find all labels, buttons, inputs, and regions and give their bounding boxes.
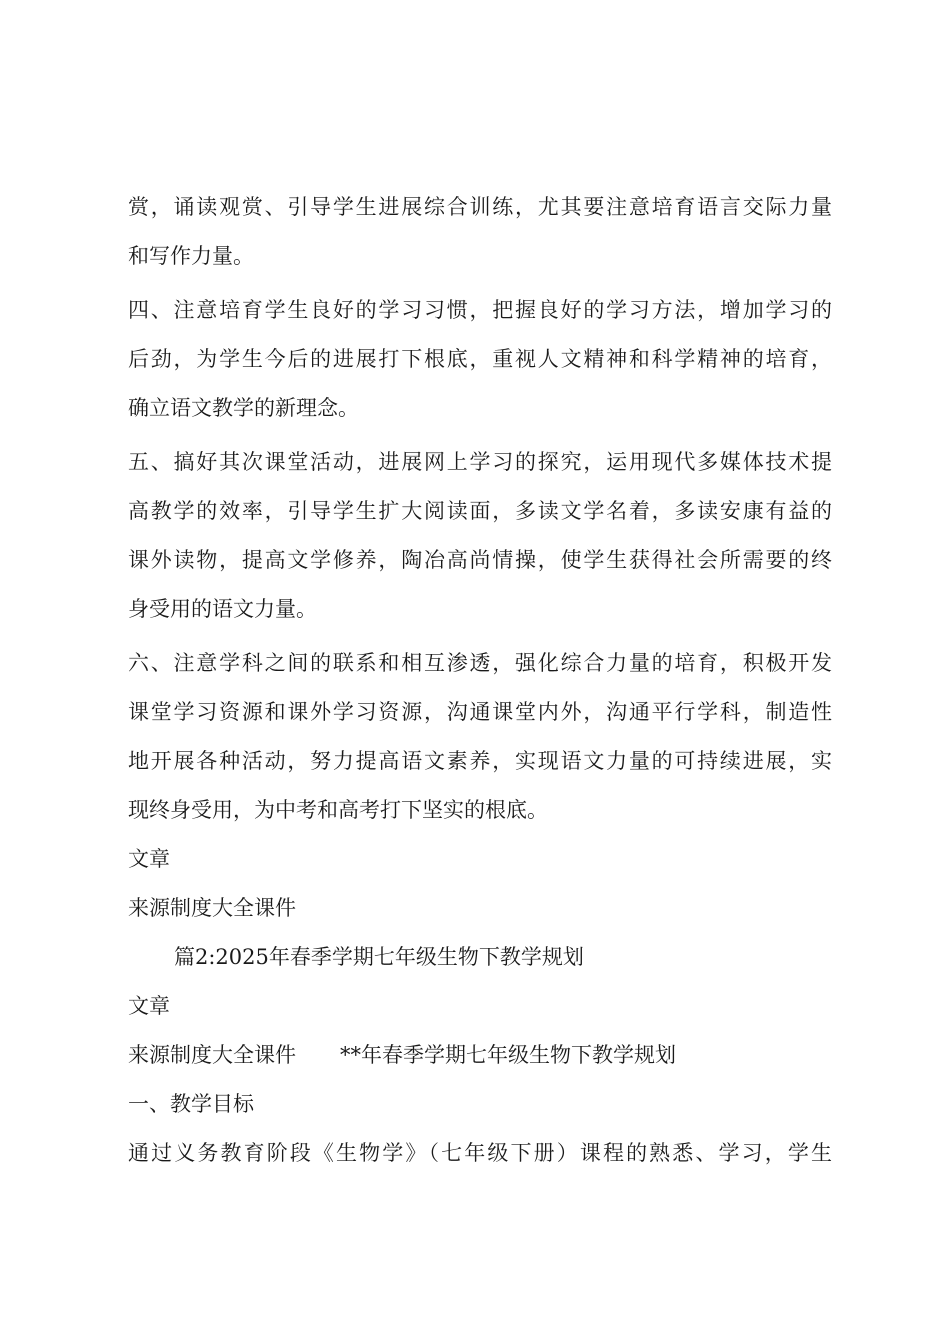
paragraph-line: 确立语文教学的新理念。 (128, 396, 359, 420)
section-title: 篇2:2025年春季学期七年级生物下教学规划 (174, 945, 584, 969)
source-label: 来源制度大全课件 (128, 896, 296, 920)
paragraph-line: 六、注意学科之间的联系和相互渗透，强化综合力量的培育，积极开发 (128, 651, 832, 675)
plan-title: **年春季学期七年级生物下教学规划 (340, 1043, 676, 1067)
paragraph-line: 身受用的语文力量。 (128, 597, 317, 621)
document-body (128, 183, 832, 1178)
paragraph-line: 和写作力量。 (128, 244, 254, 268)
paragraph-line: 五、搞好其次课堂活动，进展网上学习的探究，运用现代多媒体技术提 (128, 450, 832, 474)
paragraph-line: 通过义务教育阶段《生物学》（七年级下册）课程的熟悉、学习，学生 (128, 1141, 832, 1165)
paragraph-line: 地开展各种活动，努力提高语文素养，实现语文力量的可持续进展，实 (128, 749, 832, 773)
source-title-line (128, 1031, 832, 1080)
article-label: 文章 (128, 994, 170, 1018)
paragraph-line: 四、注意培育学生良好的学习习惯，把握良好的学习方法，增加学习的 (128, 298, 832, 322)
section-heading: 一、教学目标 (128, 1092, 254, 1116)
paragraph-line: 课外读物，提高文学修养，陶冶高尚情操，使学生获得社会所需要的终 (128, 548, 832, 572)
paragraph-line: 高教学的效率，引导学生扩大阅读面，多读文学名着，多读安康有益的 (128, 499, 832, 523)
paragraph-line: 赏，诵读观赏、引导学生进展综合训练，尤其要注意培育语言交际力量 (128, 195, 832, 219)
paragraph-line: 课堂学习资源和课外学习资源，沟通课堂内外，沟通平行学科，制造性 (128, 700, 832, 724)
source-label: 来源制度大全课件 (128, 1043, 296, 1067)
paragraph-line: 现终身受用，为中考和高考打下坚实的根底。 (128, 798, 548, 822)
paragraph-line: 后劲，为学生今后的进展打下根底，重视人文精神和科学精神的培育， (128, 347, 832, 371)
article-label: 文章 (128, 847, 170, 871)
